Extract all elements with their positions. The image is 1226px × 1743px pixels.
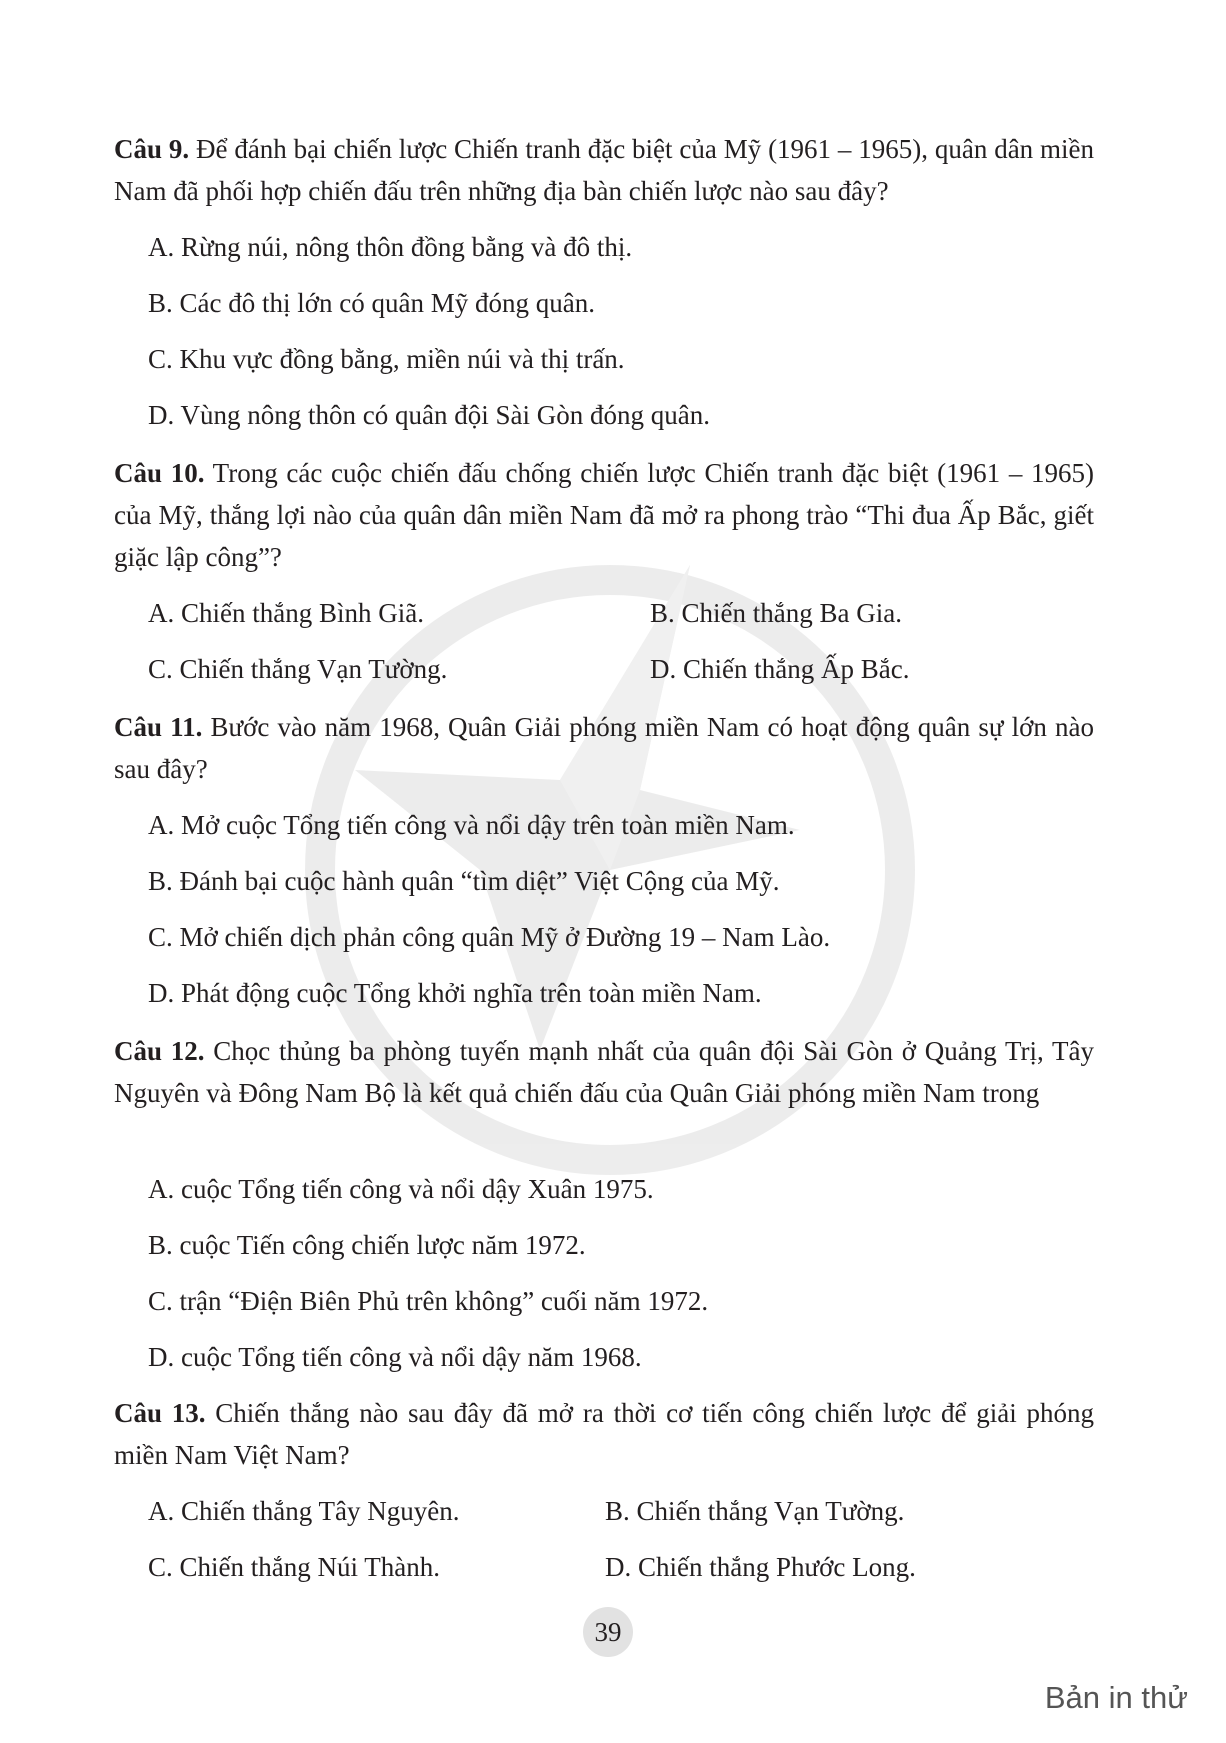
question-9-option-d: D. Vùng nông thôn có quân đội Sài Gòn đóng quân. xyxy=(148,400,710,430)
question-13-option-c: C. Chiến thắng Núi Thành. xyxy=(148,1552,440,1582)
question-10-option-c: C. Chiến thắng Vạn Tường. xyxy=(148,654,448,684)
question-10-stem xyxy=(114,452,1094,578)
question-12-label: Câu 12. xyxy=(114,1036,205,1066)
question-11-label: Câu 11. xyxy=(114,712,203,742)
question-13-option-b: B. Chiến thắng Vạn Tường. xyxy=(605,1496,905,1526)
question-12-option-c: C. trận “Điện Biên Phủ trên không” cuối năm 1972. xyxy=(148,1286,709,1316)
question-10-option-a: A. Chiến thắng Bình Giã. xyxy=(148,598,424,628)
question-11-option-c: C. Mở chiến dịch phản công quân Mỹ ở Đường 19 – Nam Lào. xyxy=(148,922,831,952)
question-9-label: Câu 9. xyxy=(114,134,190,164)
question-13-stem xyxy=(114,1392,1094,1476)
question-13-option-a: A. Chiến thắng Tây Nguyên. xyxy=(148,1496,460,1526)
question-9-option-a: A. Rừng núi, nông thôn đồng bằng và đô thị. xyxy=(148,232,633,262)
question-13-text: Chiến thắng nào sau đây đã mở ra thời cơ tiến công chiến lược để giải phóng miền Nam Việt Nam? xyxy=(114,1398,1095,1470)
page-number: 39 xyxy=(583,1607,633,1657)
question-12-text: Chọc thủng ba phòng tuyến mạnh nhất của quân đội Sài Gòn ở Quảng Trị, Tây Nguyên và Đông Nam Bộ là kết quả chiến đấu của Quân Giải phóng miền Nam trong xyxy=(114,1036,1095,1108)
question-12-option-b: B. cuộc Tiến công chiến lược năm 1972. xyxy=(148,1230,586,1260)
question-11-text: Bước vào năm 1968, Quân Giải phóng miền Nam có hoạt động quân sự lớn nào sau đây? xyxy=(114,712,1095,784)
question-11-option-b: B. Đánh bại cuộc hành quân “tìm diệt” Việt Cộng của Mỹ. xyxy=(148,866,780,896)
question-12-option-a: A. cuộc Tổng tiến công và nổi dậy Xuân 1975. xyxy=(148,1174,654,1204)
question-9-stem xyxy=(114,128,1094,212)
question-11-option-d: D. Phát động cuộc Tổng khởi nghĩa trên toàn miền Nam. xyxy=(148,978,762,1008)
question-13-label: Câu 13. xyxy=(114,1398,206,1428)
question-9-text: Để đánh bại chiến lược Chiến tranh đặc biệt của Mỹ (1961 – 1965), quân dân miền Nam đã phối hợp chiến đấu trên những địa bàn chiến lược nào sau đây? xyxy=(114,134,1095,206)
question-13-option-d: D. Chiến thắng Phước Long. xyxy=(605,1552,916,1582)
question-10-option-b: B. Chiến thắng Ba Gia. xyxy=(650,598,902,628)
question-9-option-b: B. Các đô thị lớn có quân Mỹ đóng quân. xyxy=(148,288,595,318)
question-11-stem xyxy=(114,706,1094,790)
question-10-option-d: D. Chiến thắng Ấp Bắc. xyxy=(650,654,910,684)
question-9-option-c: C. Khu vực đồng bằng, miền núi và thị trấn. xyxy=(148,344,625,374)
draft-print-footer: Bản in thử xyxy=(1044,1680,1188,1715)
question-10-label: Câu 10. xyxy=(114,458,205,488)
question-10-text: Trong các cuộc chiến đấu chống chiến lược Chiến tranh đặc biệt (1961 – 1965) của Mỹ, thắng lợi nào của quân dân miền Nam đã mở ra phong trào “Thi đua Ấp Bắc, giết giặc lập công”? xyxy=(114,458,1095,572)
question-12-option-d: D. cuộc Tổng tiến công và nổi dậy năm 1968. xyxy=(148,1342,642,1372)
question-12-stem xyxy=(114,1030,1094,1114)
question-11-option-a: A. Mở cuộc Tổng tiến công và nổi dậy trên toàn miền Nam. xyxy=(148,810,795,840)
